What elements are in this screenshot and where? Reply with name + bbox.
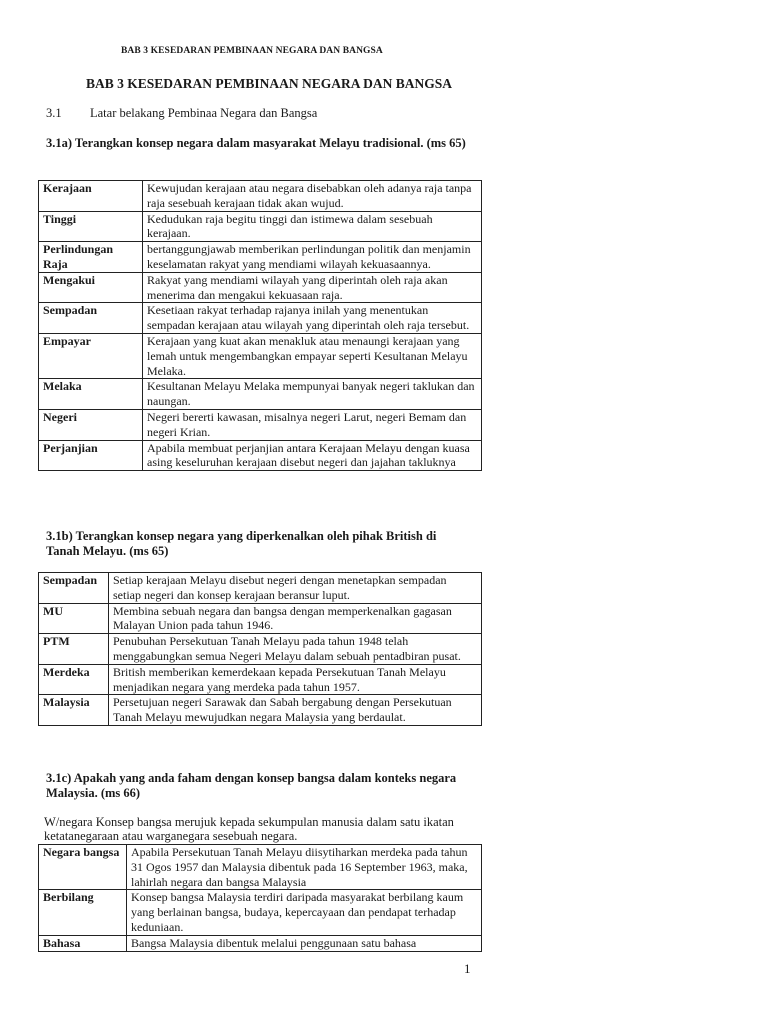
description-cell: Kesultanan Melayu Melaka mempunyai banyak negeri taklukan dan naungan. xyxy=(143,379,482,410)
table-row xyxy=(39,333,482,378)
term-cell: Mengakui xyxy=(39,272,143,303)
term-cell: Tinggi xyxy=(39,211,143,242)
table-q3 xyxy=(38,844,482,952)
term-cell: Sempadan xyxy=(39,303,143,334)
section-number: 3.1 xyxy=(46,106,62,120)
term-cell: Kerajaan xyxy=(39,181,143,212)
term-cell: MU xyxy=(39,603,109,634)
term-cell: Merdeka xyxy=(39,664,109,695)
term-cell: Empayar xyxy=(39,333,143,378)
term-cell: Melaka xyxy=(39,379,143,410)
table-row xyxy=(39,634,482,665)
term-cell: Malaysia xyxy=(39,695,109,726)
section-label: Latar belakang Pembinaa Negara dan Bangsa xyxy=(90,106,318,120)
description-cell: Bangsa Malaysia dibentuk melalui penggunaan satu bahasa xyxy=(127,935,482,951)
chapter-title: BAB 3 KESEDARAN PEMBINAAN NEGARA DAN BANGSA xyxy=(86,76,453,91)
table-row xyxy=(39,664,482,695)
table-row xyxy=(39,181,482,212)
table-row xyxy=(39,379,482,410)
description-cell: Setiap kerajaan Melayu disebut negeri dengan menetapkan sempadan setiap negeri dan konsep kerajaan beransur luput. xyxy=(109,573,482,604)
question-3: 3.1c) Apakah yang anda faham dengan konsep bangsa dalam konteks negara Malaysia. (ms 66) xyxy=(46,771,457,800)
term-cell: Bahasa xyxy=(39,935,127,951)
description-cell: Kesetiaan rakyat terhadap rajanya inilah yang menentukan sempadan kerajaan atau wilayah yang diperintah oleh raja tersebut. xyxy=(143,303,482,334)
description-cell: Apabila Persekutuan Tanah Melayu diisytiharkan merdeka pada tahun 31 Ogos 1957 dan Malaysia dibentuk pada 16 September 1963, maka, lahirlah negara dan bangsa Malaysia xyxy=(127,845,482,890)
running-header: BAB 3 KESEDARAN PEMBINAAN NEGARA DAN BANGSA xyxy=(121,46,383,56)
table-row xyxy=(39,695,482,726)
table-q1 xyxy=(38,180,482,471)
description-cell: Negeri bererti kawasan, misalnya negeri Larut, negeri Bemam dan negeri Krian. xyxy=(143,409,482,440)
description-cell: Penubuhan Persekutuan Tanah Melayu pada tahun 1948 telah menggabungkan semua Negeri Melayu dalam sebuah pentadbiran pusat. xyxy=(109,634,482,665)
term-cell: Negara bangsa xyxy=(39,845,127,890)
table-q2 xyxy=(38,572,482,726)
table-row xyxy=(39,890,482,935)
description-cell: Membina sebuah negara dan bangsa dengan memperkenalkan gagasan Malayan Union pada tahun 1946. xyxy=(109,603,482,634)
description-cell: Kewujudan kerajaan atau negara disebabkan oleh adanya raja tanpa raja sesebuah kerajaan tidak akan wujud. xyxy=(143,181,482,212)
table-row xyxy=(39,409,482,440)
term-cell: Sempadan xyxy=(39,573,109,604)
question-1: 3.1a) Terangkan konsep negara dalam masyarakat Melayu tradisional. (ms 65) xyxy=(46,136,466,150)
term-cell: PTM xyxy=(39,634,109,665)
term-cell: Perlindungan Raja xyxy=(39,242,143,273)
table-row xyxy=(39,573,482,604)
table-row xyxy=(39,242,482,273)
term-cell: Perjanjian xyxy=(39,440,143,471)
table-row xyxy=(39,211,482,242)
bangsa-intro: W/negara Konsep bangsa merujuk kepada sekumpulan manusia dalam satu ikatan ketatanegaraan atau warganegara sesebuah negara. xyxy=(44,815,454,843)
description-cell: Kedudukan raja begitu tinggi dan istimewa dalam sesebuah kerajaan. xyxy=(143,211,482,242)
table-row xyxy=(39,272,482,303)
table-row xyxy=(39,935,482,951)
description-cell: Konsep bangsa Malaysia terdiri daripada masyarakat berbilang kaum yang berlainan bangsa, budaya, kepercayaan dan pendapat terhadap keduniaan. xyxy=(127,890,482,935)
description-cell: British memberikan kemerdekaan kepada Persekutuan Tanah Melayu menjadikan negara yang merdeka pada tahun 1957. xyxy=(109,664,482,695)
description-cell: Persetujuan negeri Sarawak dan Sabah bergabung dengan Persekutuan Tanah Melayu mewujudkan negara Malaysia yang berdaulat. xyxy=(109,695,482,726)
table-row xyxy=(39,303,482,334)
table-row xyxy=(39,845,482,890)
table-row xyxy=(39,603,482,634)
description-cell: Apabila membuat perjanjian antara Kerajaan Melayu dengan kuasa asing keseluruhan kerajaan disebut negeri dan jajahan takluknya xyxy=(143,440,482,471)
description-cell: Rakyat yang mendiami wilayah yang diperintah oleh raja akan menerima dan mengakui kekuasaan raja. xyxy=(143,272,482,303)
description-cell: bertanggungjawab memberikan perlindungan politik dan menjamin keselamatan rakyat yang mendiami wilayah kekuasaannya. xyxy=(143,242,482,273)
term-cell: Berbilang xyxy=(39,890,127,935)
term-cell: Negeri xyxy=(39,409,143,440)
question-2: 3.1b) Terangkan konsep negara yang diperkenalkan oleh pihak British di Tanah Melayu. (ms 65) xyxy=(46,529,437,558)
description-cell: Kerajaan yang kuat akan menakluk atau menaungi kerajaan yang lemah untuk mengembangkan empayar seperti Kesultanan Melayu Melaka. xyxy=(143,333,482,378)
section-heading xyxy=(46,106,317,121)
table-row xyxy=(39,440,482,471)
page-number: 1 xyxy=(464,961,471,976)
